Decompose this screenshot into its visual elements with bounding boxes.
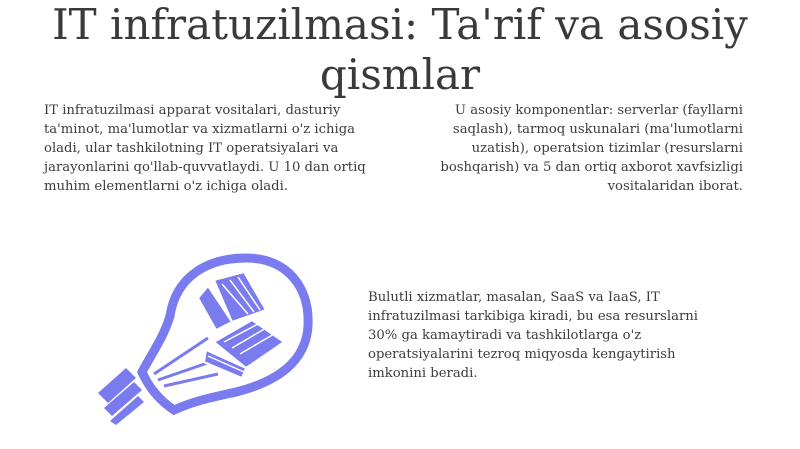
bulb-base bbox=[98, 368, 144, 425]
lightbulb-book-icon bbox=[96, 250, 318, 425]
paragraph-components: U asosiy komponentlar: serverlar (fayllarni saqlash), tarmoq uskunalari (ma'lumotlarni uzatish), operatsion tizimlar (resurslarni boshqarish) va 5 dan ortiq axborot xavfsizligi vositalaridan iborat. bbox=[440, 103, 743, 194]
paragraph-definition: IT infratuzilmasi apparat vositalari, dasturiy ta'minot, ma'lumotlar va xizmatlarni o'z ichiga oladi, ular tashkilotning IT operatsiyalari va jarayonlarini qo'llab-quvvatlaydi. U 10 dan ortiq muhim elementlarni o'z ichiga oladi. bbox=[44, 103, 366, 194]
book-upper-icon bbox=[198, 272, 266, 330]
paragraph-cloud: Bulutli xizmatlar, masalan, SaaS va IaaS, IT infratuzilmasi tarkibiga kiradi, bu esa resurslarni 30% ga kamaytiradi va tashkilotlarga o'z operatsiyalarini tezroq miqyosda kengaytirish imkonini beradi. bbox=[368, 290, 699, 381]
slide-title: IT infratuzilmasi: Ta'rif va asosiy qismlar bbox=[52, 0, 748, 99]
